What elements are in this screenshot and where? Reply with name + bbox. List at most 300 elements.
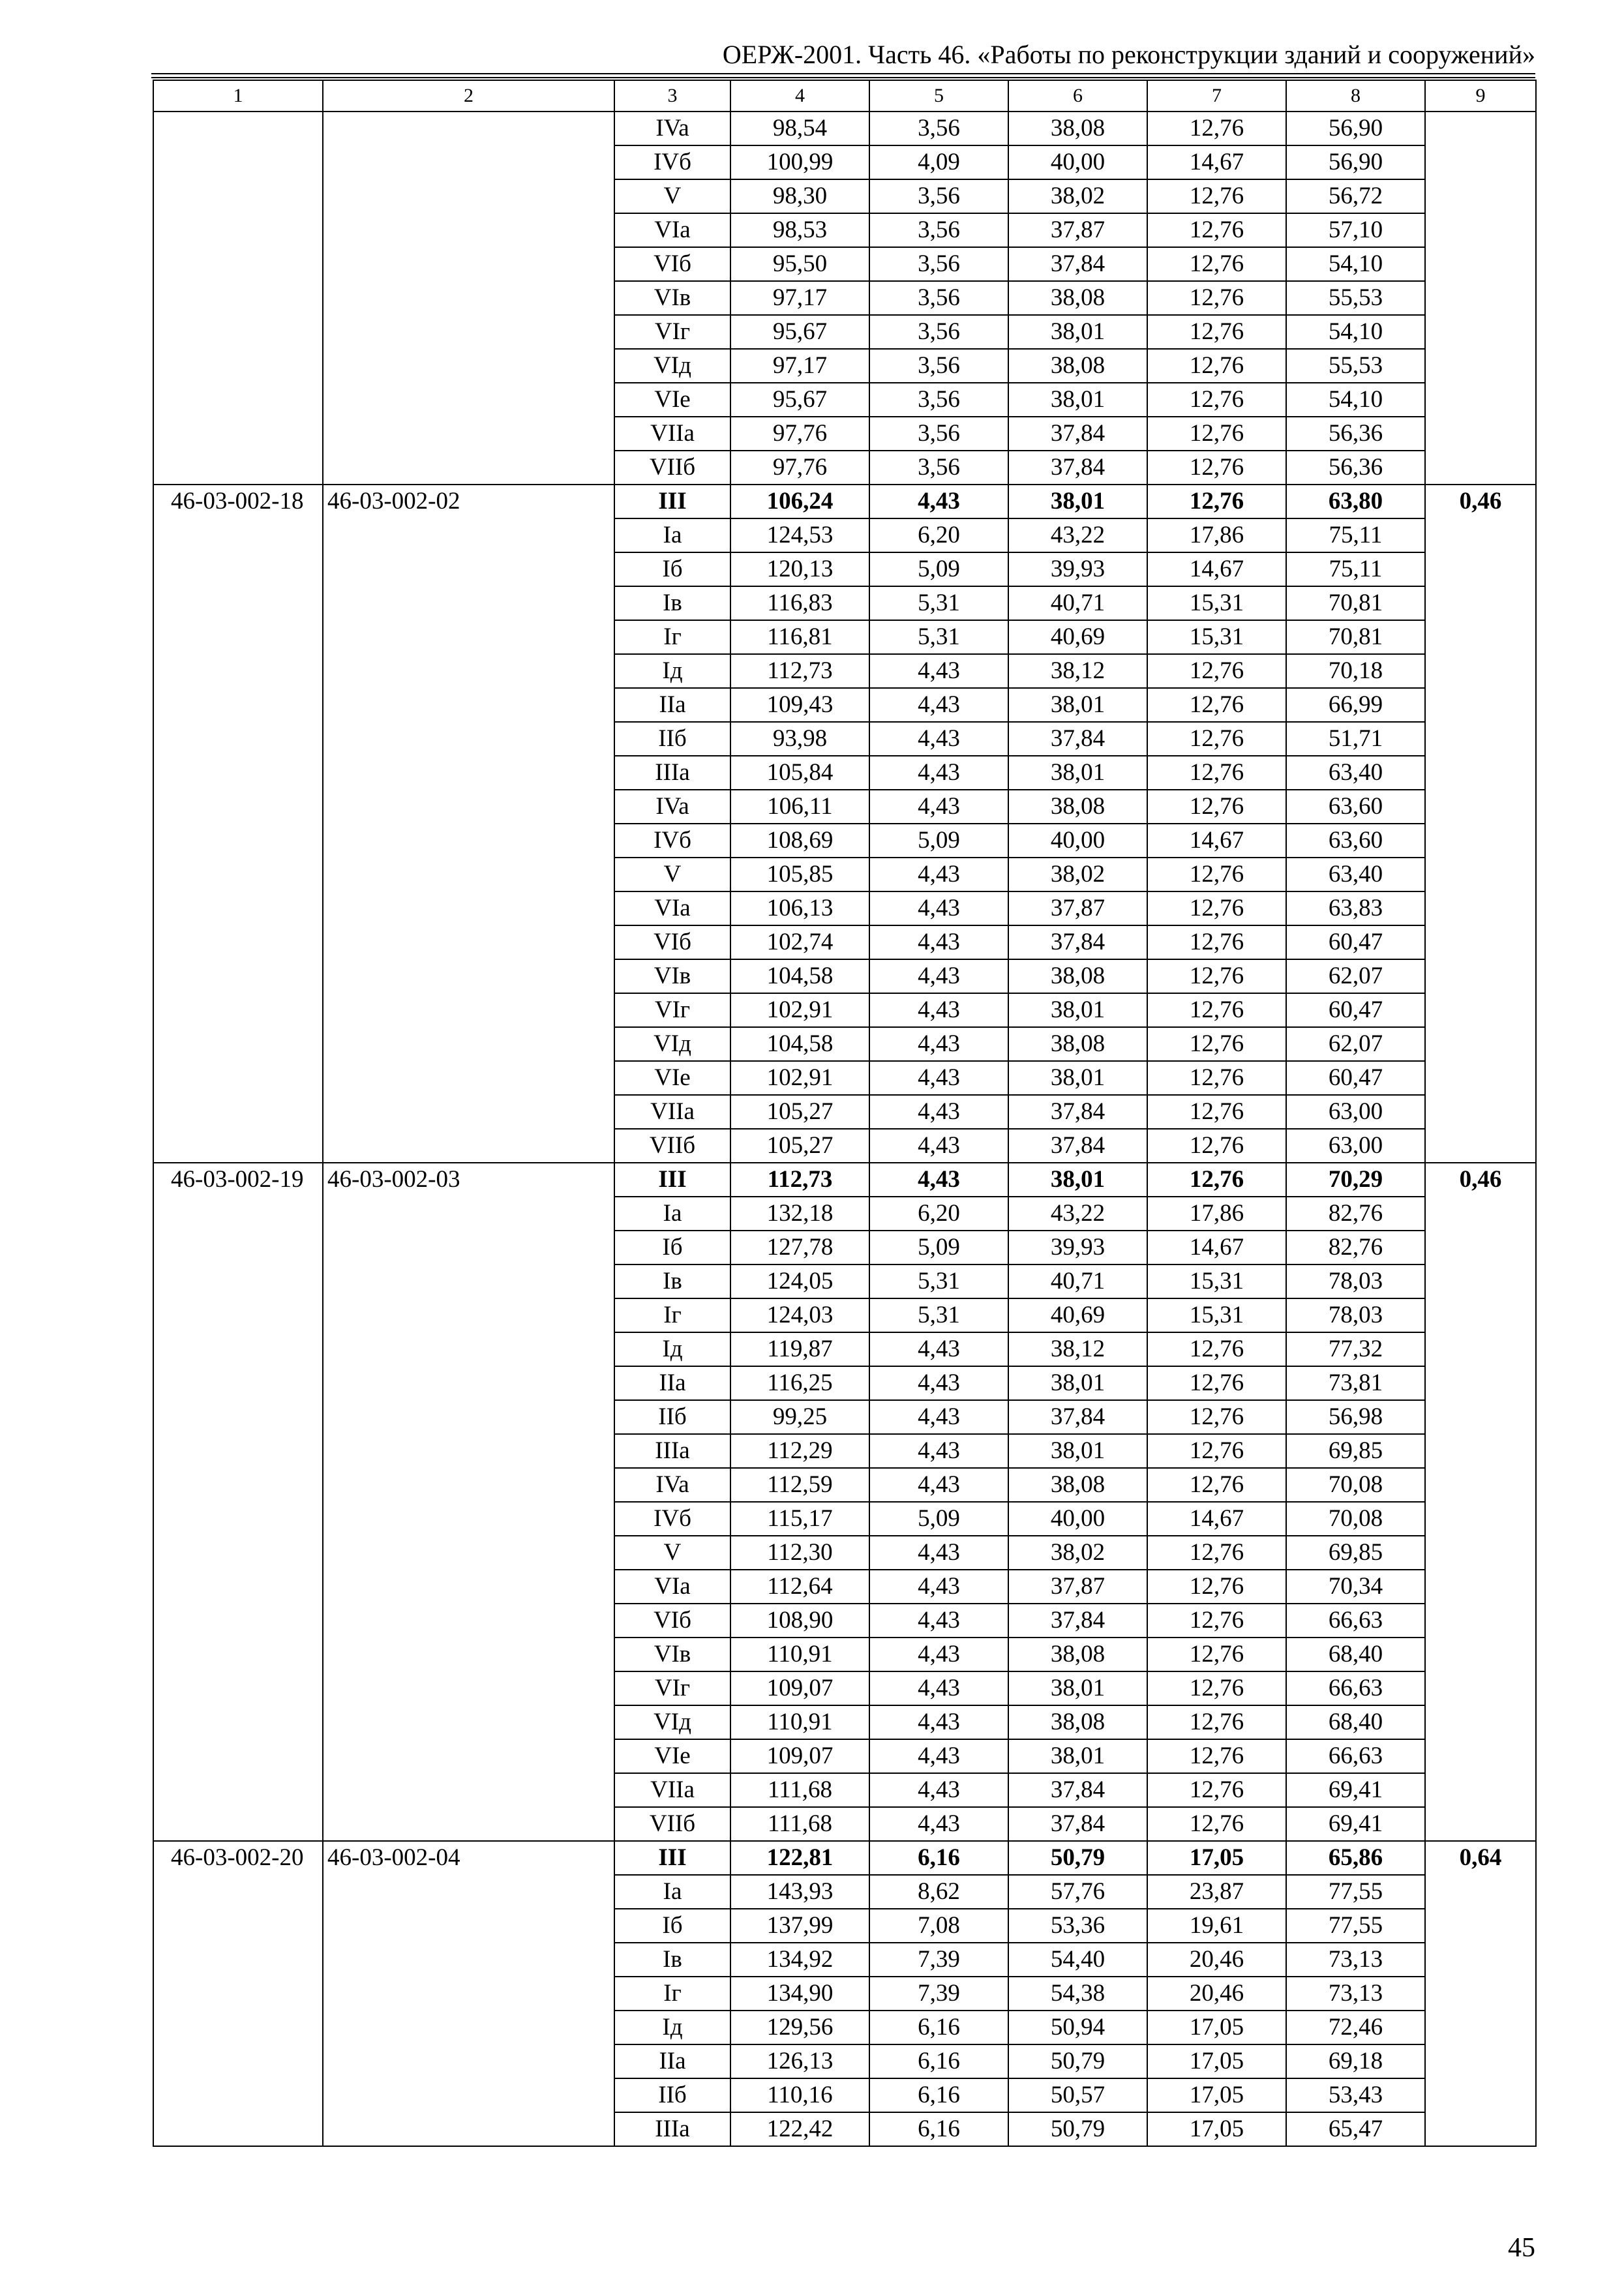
zone-cell: Iв [614,586,730,620]
value-cell: 40,69 [1008,1298,1147,1332]
value-cell: 37,84 [1008,247,1147,281]
value-cell: 110,91 [730,1705,869,1739]
value-cell: 38,08 [1008,959,1147,993]
value-cell: 65,47 [1286,2112,1425,2146]
value-cell: 37,84 [1008,417,1147,451]
zone-cell: V [614,1536,730,1570]
zone-cell: IIa [614,1366,730,1400]
value-cell: 54,38 [1008,1977,1147,2011]
value-cell: 75,11 [1286,518,1425,552]
value-cell: 4,43 [869,1129,1008,1163]
value-cell: 78,03 [1286,1264,1425,1298]
value-cell: 12,76 [1147,688,1286,722]
value-cell: 20,46 [1147,1943,1286,1977]
value-cell: 4,43 [869,722,1008,756]
zone-cell: Iб [614,1231,730,1264]
value-cell: 43,22 [1008,1197,1147,1231]
zone-cell: VIв [614,1638,730,1671]
value-cell: 109,07 [730,1739,869,1773]
value-cell: 15,31 [1147,1298,1286,1332]
value-cell: 40,71 [1008,1264,1147,1298]
zone-cell: V [614,179,730,213]
value-cell: 12,76 [1147,1773,1286,1807]
value-cell: 38,08 [1008,790,1147,824]
base-code-cell: 46-03-002-03 [323,1163,614,1841]
value-cell: 14,67 [1147,552,1286,586]
value-cell: 17,86 [1147,1197,1286,1231]
zone-cell: IIIa [614,756,730,790]
table-row [153,1163,1536,1197]
value-cell: 7,39 [869,1943,1008,1977]
zone-cell: V [614,858,730,891]
value-cell: 95,67 [730,383,869,417]
value-cell: 3,56 [869,213,1008,247]
value-cell: 60,47 [1286,1061,1425,1095]
value-cell: 63,60 [1286,824,1425,858]
value-cell: 110,91 [730,1638,869,1671]
value-cell: 112,73 [730,1163,869,1197]
rate-code-cell: 46-03-002-20 [153,1841,323,2146]
value-cell: 37,87 [1008,1570,1147,1604]
value-cell: 38,08 [1008,1027,1147,1061]
value-cell: 4,43 [869,1095,1008,1129]
value-cell: 3,56 [869,315,1008,349]
value-cell: 38,01 [1008,1671,1147,1705]
value-cell: 70,29 [1286,1163,1425,1197]
value-cell: 112,30 [730,1536,869,1570]
value-cell: 37,87 [1008,213,1147,247]
zone-cell: IIIa [614,2112,730,2146]
value-cell: 38,01 [1008,383,1147,417]
value-cell: 77,32 [1286,1332,1425,1366]
value-cell: 63,40 [1286,858,1425,891]
rate-code-cell: 46-03-002-19 [153,1163,323,1841]
value-cell: 38,01 [1008,485,1147,518]
zone-cell: VIa [614,1570,730,1604]
value-cell: 40,00 [1008,824,1147,858]
value-cell: 53,36 [1008,1909,1147,1943]
value-cell: 12,76 [1147,1671,1286,1705]
value-cell: 50,79 [1008,2044,1147,2078]
value-cell: 12,76 [1147,722,1286,756]
value-cell: 7,39 [869,1977,1008,2011]
zone-cell: Ia [614,518,730,552]
value-cell: 56,72 [1286,179,1425,213]
value-cell: 70,81 [1286,620,1425,654]
value-cell: 105,27 [730,1095,869,1129]
value-cell: 12,76 [1147,1400,1286,1434]
column-header: 4 [730,80,869,112]
value-cell: 4,43 [869,1332,1008,1366]
coefficient-cell: 0,64 [1425,1841,1536,2146]
value-cell: 12,76 [1147,1434,1286,1468]
value-cell: 105,84 [730,756,869,790]
column-header: 8 [1286,80,1425,112]
zone-cell: VIб [614,1604,730,1638]
zone-cell: Ia [614,1875,730,1909]
base-code-cell: 46-03-002-04 [323,1841,614,2146]
column-header: 1 [153,80,323,112]
value-cell: 38,08 [1008,112,1147,145]
value-cell: 4,09 [869,145,1008,179]
table-row [153,485,1536,518]
zone-cell: IVa [614,1468,730,1502]
value-cell: 3,56 [869,383,1008,417]
zone-cell: IVб [614,824,730,858]
value-cell: 17,05 [1147,2112,1286,2146]
zone-cell: VIa [614,891,730,925]
value-cell: 38,02 [1008,1536,1147,1570]
zone-cell: Iб [614,552,730,586]
value-cell: 124,05 [730,1264,869,1298]
value-cell: 3,56 [869,281,1008,315]
zone-cell: Iд [614,1332,730,1366]
value-cell: 4,43 [869,1536,1008,1570]
value-cell: 5,09 [869,1502,1008,1536]
value-cell: 50,94 [1008,2011,1147,2044]
value-cell: 73,13 [1286,1943,1425,1977]
value-cell: 38,08 [1008,349,1147,383]
value-cell: 56,90 [1286,112,1425,145]
value-cell: 124,03 [730,1298,869,1332]
value-cell: 104,58 [730,1027,869,1061]
column-header: 3 [614,80,730,112]
value-cell: 20,46 [1147,1977,1286,2011]
value-cell: 93,98 [730,722,869,756]
value-cell: 19,61 [1147,1909,1286,1943]
value-cell: 63,83 [1286,891,1425,925]
value-cell: 17,05 [1147,1841,1286,1875]
value-cell: 17,05 [1147,2011,1286,2044]
zone-cell: Iг [614,1977,730,2011]
zone-cell: IIб [614,722,730,756]
value-cell: 105,85 [730,858,869,891]
value-cell: 40,00 [1008,145,1147,179]
value-cell: 4,43 [869,858,1008,891]
value-cell: 4,43 [869,1705,1008,1739]
value-cell: 5,31 [869,620,1008,654]
zone-cell: VIIб [614,451,730,485]
column-number-row [153,80,1536,112]
value-cell: 5,31 [869,1264,1008,1298]
value-cell: 66,63 [1286,1604,1425,1638]
value-cell: 12,76 [1147,790,1286,824]
zone-cell: III [614,485,730,518]
value-cell: 4,43 [869,925,1008,959]
value-cell: 12,76 [1147,112,1286,145]
value-cell: 12,76 [1147,756,1286,790]
value-cell: 65,86 [1286,1841,1425,1875]
value-cell: 127,78 [730,1231,869,1264]
value-cell: 4,43 [869,959,1008,993]
value-cell: 15,31 [1147,620,1286,654]
value-cell: 108,90 [730,1604,869,1638]
value-cell: 4,43 [869,756,1008,790]
value-cell: 134,90 [730,1977,869,2011]
coefficient-cell: 0,46 [1425,1163,1536,1841]
zone-cell: IIIa [614,1434,730,1468]
value-cell: 12,76 [1147,179,1286,213]
value-cell: 38,08 [1008,1468,1147,1502]
value-cell: 38,12 [1008,1332,1147,1366]
value-cell: 4,43 [869,790,1008,824]
value-cell: 5,09 [869,1231,1008,1264]
value-cell: 57,76 [1008,1875,1147,1909]
zone-cell: VIб [614,247,730,281]
value-cell: 98,53 [730,213,869,247]
zone-cell: Iд [614,654,730,688]
value-cell: 40,71 [1008,586,1147,620]
zone-cell: VIд [614,1705,730,1739]
value-cell: 82,76 [1286,1197,1425,1231]
value-cell: 63,00 [1286,1129,1425,1163]
value-cell: 12,76 [1147,213,1286,247]
value-cell: 109,43 [730,688,869,722]
zone-cell: VIв [614,959,730,993]
value-cell: 38,01 [1008,1163,1147,1197]
value-cell: 50,57 [1008,2078,1147,2112]
value-cell: 12,76 [1147,993,1286,1027]
value-cell: 63,40 [1286,756,1425,790]
value-cell: 6,20 [869,518,1008,552]
value-cell: 12,76 [1147,417,1286,451]
page-header-title: ОЕРЖ-2001. Часть 46. «Работы по реконструкции зданий и сооружений» [722,40,1535,69]
value-cell: 14,67 [1147,824,1286,858]
value-cell: 104,58 [730,959,869,993]
page-number: 45 [1508,2233,1535,2263]
zone-cell: VIIa [614,417,730,451]
value-cell: 3,56 [869,179,1008,213]
zone-cell: IVб [614,1502,730,1536]
value-cell: 38,01 [1008,315,1147,349]
value-cell: 106,24 [730,485,869,518]
value-cell: 4,43 [869,1570,1008,1604]
value-cell: 37,84 [1008,1773,1147,1807]
value-cell: 77,55 [1286,1875,1425,1909]
value-cell: 12,76 [1147,858,1286,891]
value-cell: 60,47 [1286,925,1425,959]
value-cell: 112,64 [730,1570,869,1604]
value-cell: 120,13 [730,552,869,586]
value-cell: 66,63 [1286,1671,1425,1705]
value-cell: 4,43 [869,1773,1008,1807]
value-cell: 4,43 [869,1468,1008,1502]
zone-cell: VIe [614,1061,730,1095]
zone-cell: Iб [614,1909,730,1943]
value-cell: 4,43 [869,1163,1008,1197]
value-cell: 43,22 [1008,518,1147,552]
value-cell: 70,08 [1286,1502,1425,1536]
value-cell: 55,53 [1286,349,1425,383]
zone-cell: Iв [614,1264,730,1298]
rate-code-cell [153,112,323,485]
value-cell: 38,08 [1008,1638,1147,1671]
value-cell: 12,76 [1147,1604,1286,1638]
value-cell: 126,13 [730,2044,869,2078]
value-cell: 6,20 [869,1197,1008,1231]
table-row [153,1841,1536,1875]
zone-cell: Iд [614,2011,730,2044]
value-cell: 112,59 [730,1468,869,1502]
value-cell: 12,76 [1147,1366,1286,1400]
value-cell: 55,53 [1286,281,1425,315]
value-cell: 54,10 [1286,315,1425,349]
value-cell: 72,46 [1286,2011,1425,2044]
zone-cell: IVa [614,112,730,145]
value-cell: 70,34 [1286,1570,1425,1604]
value-cell: 4,43 [869,1400,1008,1434]
value-cell: 4,43 [869,993,1008,1027]
value-cell: 69,18 [1286,2044,1425,2078]
zone-cell: VIг [614,1671,730,1705]
value-cell: 119,87 [730,1332,869,1366]
zone-cell: Ia [614,1197,730,1231]
value-cell: 51,71 [1286,722,1425,756]
value-cell: 98,30 [730,179,869,213]
column-header: 5 [869,80,1008,112]
column-header: 2 [323,80,614,112]
value-cell: 38,02 [1008,179,1147,213]
value-cell: 111,68 [730,1807,869,1841]
value-cell: 112,29 [730,1434,869,1468]
value-cell: 38,08 [1008,281,1147,315]
value-cell: 69,85 [1286,1536,1425,1570]
zone-cell: IIб [614,1400,730,1434]
price-table [153,80,1537,2147]
value-cell: 4,43 [869,1434,1008,1468]
value-cell: 4,43 [869,654,1008,688]
value-cell: 12,76 [1147,1129,1286,1163]
column-header: 7 [1147,80,1286,112]
value-cell: 66,63 [1286,1739,1425,1773]
value-cell: 4,43 [869,485,1008,518]
value-cell: 12,76 [1147,349,1286,383]
value-cell: 53,43 [1286,2078,1425,2112]
value-cell: 54,10 [1286,247,1425,281]
value-cell: 37,84 [1008,1400,1147,1434]
value-cell: 57,10 [1286,213,1425,247]
value-cell: 6,16 [869,2011,1008,2044]
value-cell: 50,79 [1008,2112,1147,2146]
value-cell: 63,80 [1286,485,1425,518]
header-rule-bottom [151,77,1535,78]
value-cell: 122,42 [730,2112,869,2146]
value-cell: 97,76 [730,451,869,485]
value-cell: 12,76 [1147,1163,1286,1197]
value-cell: 38,01 [1008,688,1147,722]
base-code-cell: 46-03-002-02 [323,485,614,1163]
value-cell: 40,00 [1008,1502,1147,1536]
table-body [153,112,1536,2146]
value-cell: 12,76 [1147,1061,1286,1095]
value-cell: 39,93 [1008,552,1147,586]
value-cell: 56,36 [1286,451,1425,485]
value-cell: 102,91 [730,1061,869,1095]
zone-cell: VIIa [614,1773,730,1807]
zone-cell: VIд [614,1027,730,1061]
value-cell: 4,43 [869,1807,1008,1841]
table-row [153,112,1536,145]
value-cell: 4,43 [869,688,1008,722]
zone-cell: IVa [614,790,730,824]
value-cell: 12,76 [1147,485,1286,518]
value-cell: 17,05 [1147,2044,1286,2078]
value-cell: 37,84 [1008,925,1147,959]
value-cell: 4,43 [869,1739,1008,1773]
value-cell: 38,01 [1008,1061,1147,1095]
coefficient-cell: 0,46 [1425,485,1536,1163]
zone-cell: VIг [614,993,730,1027]
value-cell: 14,67 [1147,1502,1286,1536]
value-cell: 6,16 [869,2112,1008,2146]
value-cell: 12,76 [1147,1807,1286,1841]
zone-cell: VIIa [614,1095,730,1129]
value-cell: 102,74 [730,925,869,959]
zone-cell: VIe [614,383,730,417]
value-cell: 69,41 [1286,1773,1425,1807]
value-cell: 12,76 [1147,315,1286,349]
value-cell: 99,25 [730,1400,869,1434]
value-cell: 12,76 [1147,1027,1286,1061]
value-cell: 17,86 [1147,518,1286,552]
value-cell: 37,84 [1008,1129,1147,1163]
value-cell: 100,99 [730,145,869,179]
value-cell: 3,56 [869,112,1008,145]
value-cell: 56,36 [1286,417,1425,451]
value-cell: 12,76 [1147,1468,1286,1502]
value-cell: 12,76 [1147,925,1286,959]
zone-cell: VIa [614,213,730,247]
value-cell: 12,76 [1147,1332,1286,1366]
value-cell: 38,12 [1008,654,1147,688]
zone-cell: IIa [614,688,730,722]
value-cell: 6,16 [869,2078,1008,2112]
value-cell: 4,43 [869,1671,1008,1705]
value-cell: 4,43 [869,1604,1008,1638]
value-cell: 70,08 [1286,1468,1425,1502]
value-cell: 15,31 [1147,586,1286,620]
value-cell: 56,98 [1286,1400,1425,1434]
zone-cell: VIIб [614,1807,730,1841]
value-cell: 116,25 [730,1366,869,1400]
zone-cell: III [614,1841,730,1875]
value-cell: 134,92 [730,1943,869,1977]
value-cell: 116,83 [730,586,869,620]
value-cell: 7,08 [869,1909,1008,1943]
value-cell: 54,40 [1008,1943,1147,1977]
value-cell: 105,27 [730,1129,869,1163]
value-cell: 12,76 [1147,1570,1286,1604]
value-cell: 17,05 [1147,2078,1286,2112]
value-cell: 56,90 [1286,145,1425,179]
value-cell: 5,31 [869,586,1008,620]
value-cell: 12,76 [1147,1705,1286,1739]
value-cell: 97,17 [730,349,869,383]
value-cell: 109,07 [730,1671,869,1705]
value-cell: 60,47 [1286,993,1425,1027]
value-cell: 73,81 [1286,1366,1425,1400]
value-cell: 38,01 [1008,993,1147,1027]
value-cell: 38,01 [1008,1739,1147,1773]
zone-cell: Iв [614,1943,730,1977]
zone-cell: IIб [614,2078,730,2112]
value-cell: 70,18 [1286,654,1425,688]
value-cell: 97,17 [730,281,869,315]
rate-code-cell: 46-03-002-18 [153,485,323,1163]
zone-cell: Iг [614,1298,730,1332]
value-cell: 3,56 [869,451,1008,485]
zone-cell: IIa [614,2044,730,2078]
